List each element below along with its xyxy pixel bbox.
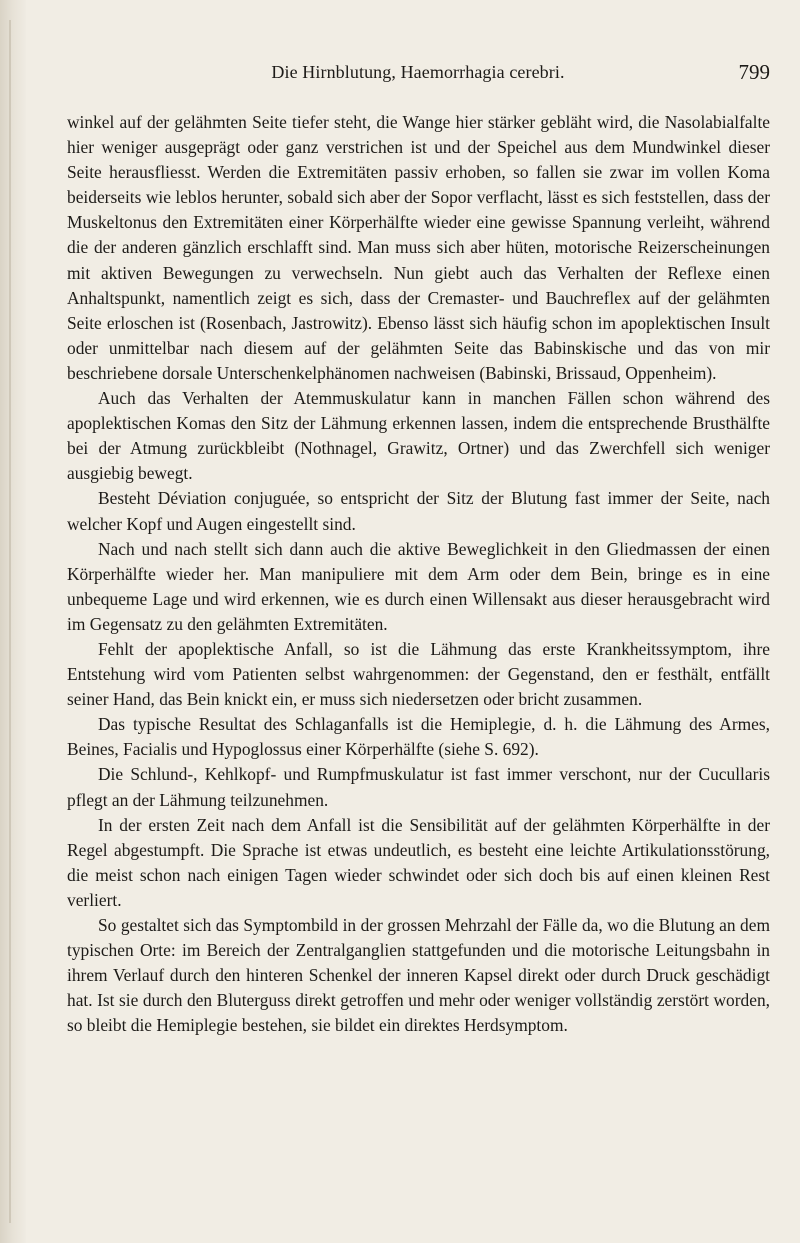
paragraph-3: Besteht Déviation conjuguée, so entspricht der Sitz der Blutung fast immer der Seite, nach welcher Kopf und Augen eingestellt sind. (67, 488, 770, 534)
page-binding-edge (0, 0, 26, 1243)
page-header (66, 62, 770, 102)
paragraph-4: Nach und nach stellt sich dann auch die aktive Beweglichkeit in den Gliedmassen der einen Körperhälfte wieder her. Man manipuliere mit dem Arm oder dem Bein, bringe es in eine unbequeme Lage und wird erkennen, wie es durch einen Willensakt aus dieser herausgebracht wird im Gegensatz zu den gelähmten Extremitäten. (67, 538, 770, 634)
paragraph-6: Das typische Resultat des Schlaganfalls ist die Hemiplegie, d. h. die Lähmung des Armes, Beines, Facialis und Hypoglossus einer Körperhälfte (siehe S. 692). (67, 714, 770, 760)
paragraph-1: winkel auf der gelähmten Seite tiefer steht, die Wange hier stärker gebläht wird, die Nasolabialfalte hier weniger ausgeprägt oder ganz verstrichen ist und der Speichel aus dem Mundwinkel dieser Seite herausfliesst. Werden die Extremitäten passiv erhoben, so fallen sie zwar im vollen Koma beiderseits wie leblos herunter, sobald sich aber der Sopor verflacht, lässt es sich feststellen, dass der Muskeltonus den Extremitäten einer Körperhälfte wieder eine gewisse Spannung verleiht, während die der anderen gänzlich erschlafft sind. Man muss sich aber hüten, motorische Reizerscheinungen mit aktiven Bewegungen zu verwechseln. Nun giebt auch das Verhalten der Reflexe einen Anhaltspunkt, namentlich zeigt es sich, dass der Cremaster- und Bauchreflex auf der gelähmten Seite erloschen ist (Rosenbach, Jastrowitz). Ebenso lässt sich häufig schon im apoplektischen Insult oder unmittelbar nach diesem auf der gelähmten Seite das Babinskische und das von mir beschriebene dorsale Unterschenkelphänomen nachweisen (Babinski, Brissaud, Oppenheim). (67, 112, 770, 383)
page-number: 799 (738, 60, 770, 84)
paragraph-5: Fehlt der apoplektische Anfall, so ist die Lähmung das erste Krankheitssymptom, ihre Entstehung wird vom Patienten selbst wahrgenommen: der Gegenstand, den er festhält, entfällt seiner Hand, das Bein knickt ein, er muss sich niedersetzen oder bricht zusammen. (67, 638, 770, 710)
paragraph-2: Auch das Verhalten der Atemmuskulatur kann in manchen Fällen schon während des apoplektischen Komas den Sitz der Lähmung erkennen lassen, indem die entsprechende Brusthälfte bei der Atmung zurückbleibt (Nothnagel, Grawitz, Ortner) und das Zwerchfell sich weniger ausgiebig bewegt. (67, 388, 770, 484)
body-text (67, 110, 770, 1038)
paragraph-8: In der ersten Zeit nach dem Anfall ist die Sensibilität auf der gelähmten Körperhälfte in der Regel abgestumpft. Die Sprache ist etwas undeutlich, es besteht eine leichte Artikulationsstörung, die meist schon nach einigen Tagen wieder schwindet oder sich doch bis auf einen kleinen Rest verliert. (67, 814, 770, 910)
paragraph-7: Die Schlund-, Kehlkopf- und Rumpfmuskulatur ist fast immer verschont, nur der Cucullaris pflegt an der Lähmung teilzunehmen. (67, 764, 770, 810)
paragraph-9: So gestaltet sich das Symptombild in der grossen Mehrzahl der Fälle da, wo die Blutung an dem typischen Orte: im Bereich der Zentralganglien stattgefunden und die motorische Leitungsbahn in ihrem Verlauf durch den hinteren Schenkel der inneren Kapsel direkt oder durch Druck geschädigt hat. Ist sie durch den Bluterguss direkt getroffen und mehr oder weniger vollständig zerstört worden, so bleibt die Hemiplegie bestehen, sie bildet ein direktes Herdsymptom. (67, 915, 770, 1036)
running-title: Die Hirnblutung, Haemorrhagia cerebri. (271, 62, 565, 82)
